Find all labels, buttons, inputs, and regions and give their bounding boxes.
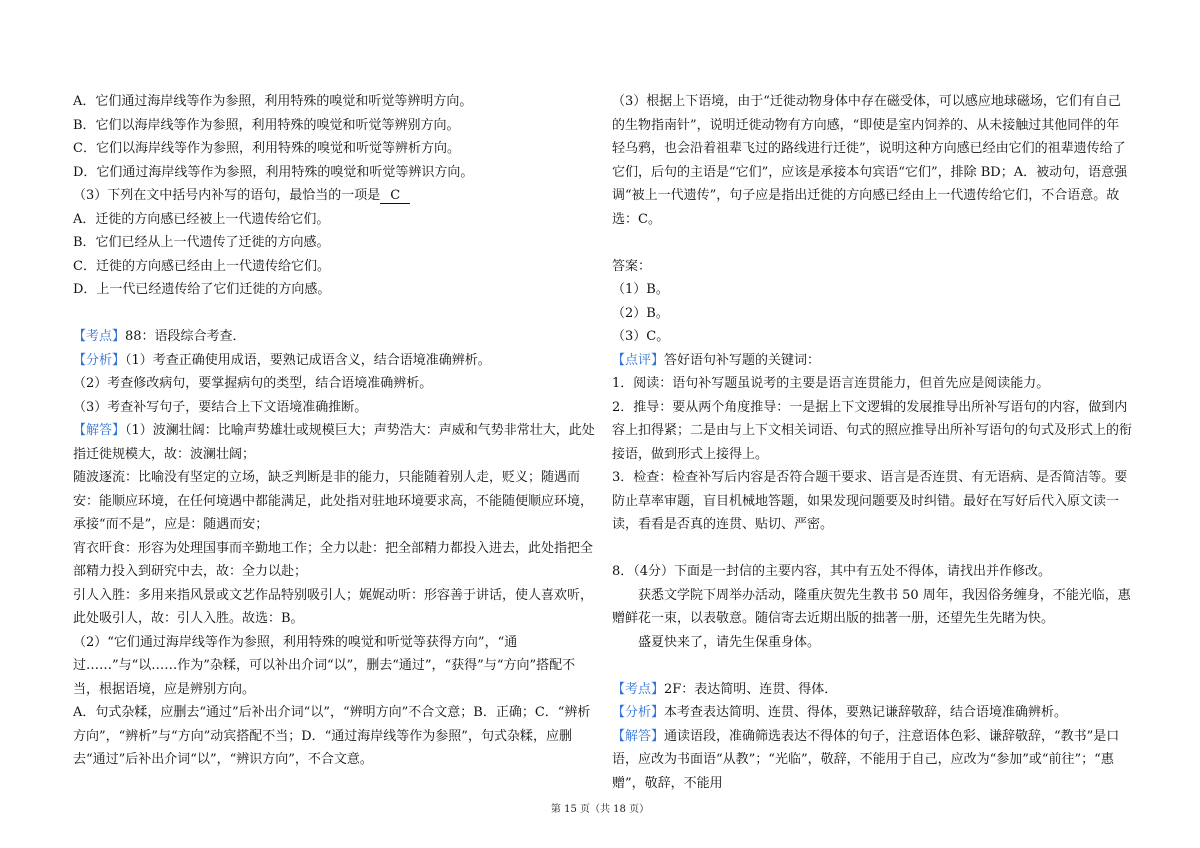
jieda-8-tag: 【解答】 xyxy=(612,728,665,744)
question-8: 8．（4分）下面是一封信的主要内容，其中有五处不得体，请找出并作修改。 xyxy=(612,564,1052,579)
kaodian-8 xyxy=(612,678,1132,702)
kaodian-text: 88：语段综合考查． xyxy=(125,329,246,344)
page-footer: 第 15 页（共 18 页） xyxy=(550,804,650,815)
q3-option-a: A．迁徙的方向感已经被上一代遗传给它们。 xyxy=(73,211,330,227)
dianping-item-1: 1．阅读：语句补写题虽说考的主要是语言连贯能力，但首先应是阅读能力。 xyxy=(612,376,1050,391)
fenxi-text-1: （1）考查正确使用成语，要熟记成语含义，结合语境准确辨析。 xyxy=(125,352,491,368)
fenxi-tag: 【分析】 xyxy=(73,352,126,368)
fenxi-8-tag: 【分析】 xyxy=(612,705,665,720)
letter-paragraph-1: 获悉文学院下周举办活动，隆重庆贺先生教书 50 周年，我因俗务缠身，不能光临，惠赠鲜花一束，以表敬意。随信寄去近期出版的拙著一册，还望先生先睹为快。 xyxy=(612,587,1131,626)
option-b: B．它们以海岸线等作为参照，利用特殊的嗅觉和听觉等辨别方向。 xyxy=(73,117,460,133)
fenxi xyxy=(73,349,595,373)
jieda-text-6: A．句式杂糅，应删去“通过”后补出介词“以”，“辨明方向”不合文意；B．正确；C．“辨析方向”，“辨析”与“方向”动宾搭配不当；D．“通过海岸线等作为参照”，句式杂糅，应删去“通过”后补出介词“以”，“辨识方向”，不合文意。 xyxy=(73,705,591,767)
letter-paragraph-2: 盛夏快来了，请先生保重身体。 xyxy=(638,634,821,650)
answer-2: （2）B。 xyxy=(612,305,669,321)
kaodian-8-tag: 【考点】 xyxy=(612,681,665,697)
kaodian xyxy=(73,325,595,349)
jieda-tag: 【解答】 xyxy=(73,423,126,438)
answer-1: （1）B。 xyxy=(612,282,669,297)
question-3 xyxy=(73,184,595,208)
question-3-text: （3）下列在文中括号内补写的语句，最恰当的一项是 xyxy=(73,188,381,203)
dianping-item-2: 2．推导：要从两个角度推导：一是据上下文逻辑的发展推导出所补写语句的内容，做到内容上扣得紧；二是由与上下文相关词语、句式的照应推导出所补写语句的句式及形式上的衔接语，做到形式上接得上。 xyxy=(612,399,1133,462)
dianping-text: 答好语句补写题的关键词： xyxy=(664,352,821,368)
fenxi-text-2: （2）考查修改病句，要掌握病句的类型，结合语境准确辨析。 xyxy=(73,376,433,391)
fenxi-text-3: （3）考查补写句子，要结合上下文语境准确推断。 xyxy=(73,399,368,415)
jieda-8-text: 通读语段，准确筛选表达不得体的句子，注意语体色彩、谦辞敬辞，“教书”是口语，应改为书面语“从教”；“光临”，敬辞，不能用于自己，应改为“参加”或“前往”；“惠赠”，敬辞，不能用 xyxy=(612,728,1120,791)
kaodian-tag: 【考点】 xyxy=(73,329,126,344)
analysis-3: （3）根据上下语境，由于“迁徙动物身体中存在磁受体，可以感应地球磁场，它们有自己的生物指南针”，说明迁徙动物有方向感，“即使是室内饲养的、从未接触过其他同伴的年轻乌鸦，也会沿着祖辈飞过的路线进行迁徙”，说明这种方向感已经由它们的祖辈遗传给了它们，后句的主语是“它们”，应该是承接本句宾语“它们”，排除 BD；A．被动句，语意强调“被上一代遗传”，句子应是指出迁徙的方向感已经由上一代遗传给它们，不合语意。故选：C。 xyxy=(612,94,1128,227)
jieda-text-4: 引人入胜：多用来指风景或文艺作品特别吸引人；娓娓动听：形容善于讲话，使人喜欢听，此处吸引人，故：引人入胜。故选：B。 xyxy=(73,587,594,626)
question-3-answer: C xyxy=(380,188,410,204)
q3-option-b: B．它们已经从上一代遗传了迁徙的方向感。 xyxy=(73,235,330,250)
option-a: A．它们通过海岸线等作为参照，利用特殊的嗅觉和听觉等辨明方向。 xyxy=(73,94,473,109)
fenxi-8-text: 本考查表达简明、连贯、得体，要熟记谦辞敬辞，结合语境准确辨析。 xyxy=(664,705,1068,720)
dianping-tag: 【点评】 xyxy=(612,352,665,368)
jieda-text-3: 宵衣旰食：形容为处理国事而辛勤地工作；全力以赴：把全部精力都投入进去，此处指把全部精力投入到研究中去，故：全力以赴； xyxy=(73,540,594,579)
answer-3: （3）C。 xyxy=(612,329,670,344)
option-c: C．它们以海岸线等作为参照，利用特殊的嗅觉和听觉等辨析方向。 xyxy=(73,141,460,156)
dianping xyxy=(612,349,1132,373)
option-d: D．它们通过海岸线等作为参照，利用特殊的嗅觉和听觉等辨识方向。 xyxy=(73,164,474,180)
jieda-text-1: （1）波澜壮阔：比喻声势雄壮或规模巨大；声势浩大：声威和气势非常壮大，此处指迁徙规模大，故：波澜壮阔； xyxy=(73,423,595,462)
q3-option-c: C．迁徙的方向感已经由上一代遗传给它们。 xyxy=(73,258,330,274)
answer-heading: 答案： xyxy=(612,258,652,274)
jieda-text-2: 随波逐流：比喻没有坚定的立场，缺乏判断是非的能力，只能随着别人走，贬义；随遇而安：能顺应环境，在任何境遇中都能满足，此处指对驻地环境要求高，不能随便顺应环境，承接“而不是”，应是：随遇而安； xyxy=(73,470,594,532)
dianping-item-3: 3．检查：检查补写后内容是否符合题干要求、语言是否连贯、有无语病、是否简洁等。要防止草率审题，盲目机械地答题，如果发现问题要及时纠错。最好在写好后代入原文读一读，看看是否真的连贯、贴切、严密。 xyxy=(612,470,1128,532)
right-column xyxy=(612,90,1132,795)
left-column xyxy=(73,90,595,772)
fenxi-8 xyxy=(612,701,1132,725)
jieda xyxy=(73,419,595,466)
kaodian-8-text: 2F：表达简明、连贯、得体． xyxy=(664,681,838,697)
q3-option-d: D．上一代已经遗传给了它们迁徙的方向感。 xyxy=(73,282,331,297)
jieda-text-5: （2）“它们通过海岸线等作为参照，利用特殊的嗅觉和听觉等获得方向”，“通过……”与“以……作为”杂糅，可以补出介词“以”，删去“通过”，“获得”与“方向”搭配不当，根据语境，应是辨别方向。 xyxy=(73,634,576,697)
jieda-8 xyxy=(612,725,1132,796)
